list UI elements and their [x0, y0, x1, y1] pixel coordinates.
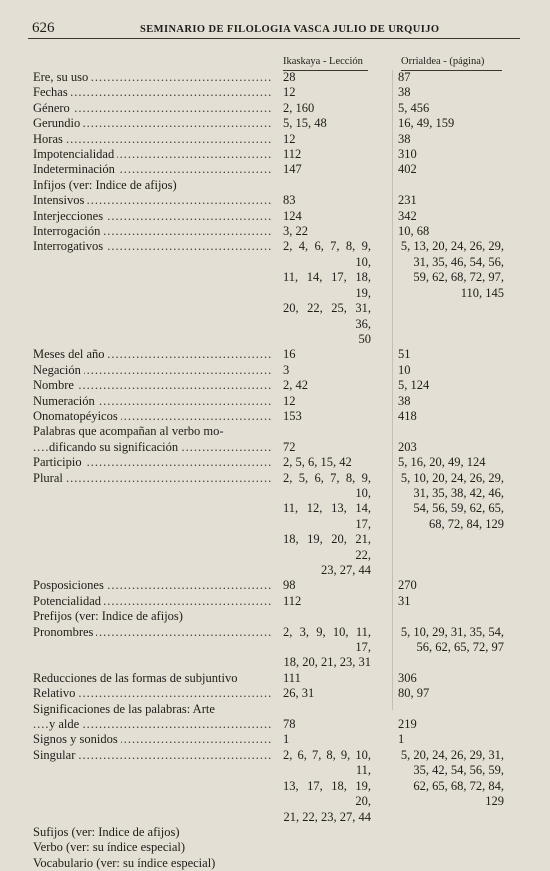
index-term-text: Relativo [33, 686, 78, 700]
index-term-text: Potencialidad [33, 594, 104, 608]
index-row [33, 85, 523, 100]
index-row [33, 840, 523, 855]
index-term [33, 85, 273, 100]
pagina-value: 418 [398, 408, 417, 423]
index-term-text: Significaciones de las palabras: Arte [33, 702, 218, 716]
index-term [33, 717, 273, 732]
index-term [33, 840, 273, 855]
leccion-value: 1 [283, 732, 290, 747]
index-term-text: Singular [33, 748, 78, 762]
leccion-value: 2, 5, 6, 7, 8, 9, 10, 11, 12, 13, 14, 17, 18, 19, 20, 21, 22, 23, 27, 44 [283, 470, 371, 577]
index-row [33, 702, 523, 717]
column-header-leccion: Ikaskaya - Lección [283, 56, 363, 67]
leccion-value: 72 [283, 439, 296, 454]
leccion-value: 12 [283, 85, 296, 100]
index-term [33, 209, 273, 224]
leccion-value [283, 856, 371, 871]
pagina-value [398, 856, 504, 871]
leccion-value: 16 [283, 347, 296, 362]
pagina-value: 38 [398, 131, 411, 146]
index-term [33, 609, 273, 624]
pagina-value: 5, 124 [398, 378, 430, 393]
pagina-value: 5, 10, 20, 24, 26, 29, 31, 35, 38, 42, 46, 54, 56, 59, 62, 65, 68, 72, 84, 129 [400, 470, 504, 531]
index-row [33, 609, 523, 624]
index-term-text: Impotencialidad [33, 147, 117, 161]
index-term [33, 239, 273, 347]
leccion-value: 112 [283, 147, 302, 162]
index-term-text: Verbo (ver: su índice especial) [33, 840, 188, 854]
pagina-value [398, 178, 504, 193]
index-term [33, 825, 273, 840]
index-term [33, 409, 273, 424]
index-term-text: Onomatopéyicos [33, 409, 121, 423]
index-term [33, 193, 273, 208]
leccion-value: 2, 6, 7, 8, 9, 10, 11, 13, 17, 18, 19, 20, 21, 22, 23, 27, 44 [283, 747, 371, 824]
pagina-value: 16, 49, 159 [398, 116, 455, 131]
index-row [33, 378, 523, 393]
index-term-text: Participio [33, 455, 85, 469]
index-term [33, 162, 273, 177]
index-row [33, 440, 523, 455]
index-term-text: Pronombres [33, 625, 96, 639]
index-term-text: Horas [33, 132, 66, 146]
leccion-value: 147 [283, 162, 302, 177]
index-term-text: Interjecciones [33, 209, 106, 223]
index-term-text: Interrogativos [33, 239, 106, 253]
index-row [33, 132, 523, 147]
pagina-value: 5, 20, 24, 26, 29, 31, 35, 42, 54, 56, 59, 62, 65, 68, 72, 84, 129 [400, 747, 504, 809]
pagina-value: 10 [398, 362, 411, 377]
index-row [33, 363, 523, 378]
index-term [33, 440, 273, 455]
leccion-value: 112 [283, 593, 302, 608]
pagina-value: 38 [398, 85, 411, 100]
index-row [33, 825, 523, 840]
page-number: 626 [32, 20, 55, 36]
index-row [33, 239, 523, 347]
leccion-value: 153 [283, 408, 302, 423]
index-row [33, 70, 523, 85]
index-row [33, 224, 523, 239]
index-term-text: Género [33, 101, 73, 115]
index-row [33, 424, 523, 439]
leccion-value [283, 609, 371, 624]
index-term-text: Nombre [33, 378, 77, 392]
index-term-text: Numeración [33, 394, 98, 408]
leccion-value: 5, 15, 48 [283, 116, 327, 131]
index-term-text: Gerundio [33, 116, 83, 130]
pagina-value: 31 [398, 593, 411, 608]
index-term-text: Signos y sonidos [33, 732, 121, 746]
pagina-value: 310 [398, 147, 417, 162]
pagina-value: 51 [398, 347, 411, 362]
leccion-value [283, 840, 371, 855]
pagina-value: 203 [398, 439, 417, 454]
index-term [33, 424, 273, 439]
leccion-value [283, 825, 371, 840]
pagina-value [398, 609, 504, 624]
index-term-text: Sufijos (ver: Indice de afijos) [33, 825, 182, 839]
pagina-value [398, 840, 504, 855]
index-row [33, 578, 523, 593]
leccion-value: 12 [283, 393, 296, 408]
index-term-text: Palabras que acompañan al verbo mo- [33, 424, 227, 438]
leccion-value [283, 702, 371, 717]
index-term [33, 116, 273, 131]
index-term-text: Interrogación [33, 224, 103, 238]
index-row [33, 686, 523, 701]
index-row [33, 147, 523, 162]
index-term-text: Fechas [33, 85, 71, 99]
index-term-text: Meses del año [33, 347, 108, 361]
index-term [33, 671, 273, 686]
index-term [33, 101, 273, 116]
index-row [33, 594, 523, 609]
index-term-text: Infijos (ver: Indice de afijos) [33, 178, 180, 192]
index-term-text: Posposiciones [33, 578, 107, 592]
index-term-text: y alde [49, 717, 82, 731]
index-row [33, 748, 523, 825]
index-row [33, 116, 523, 131]
index-term [33, 394, 273, 409]
leccion-value: 111 [283, 670, 301, 685]
leccion-value: 3, 22 [283, 224, 308, 239]
leccion-value: 78 [283, 717, 296, 732]
index-row [33, 671, 523, 686]
pagina-value: 5, 456 [398, 100, 430, 115]
index-term [33, 686, 273, 701]
leccion-value [283, 178, 371, 193]
index-table [33, 70, 523, 871]
pagina-value: 1 [398, 732, 405, 747]
pagina-value: 5, 16, 20, 49, 124 [398, 455, 486, 470]
leccion-value: 83 [283, 193, 296, 208]
index-term [33, 856, 273, 871]
index-row [33, 101, 523, 116]
index-row [33, 856, 523, 871]
leccion-value: 2, 3, 9, 10, 11, 17, 18, 20, 21, 23, 31 [283, 624, 371, 670]
leccion-value: 2, 160 [283, 100, 315, 115]
index-row [33, 625, 523, 671]
index-term [33, 625, 273, 671]
index-row [33, 178, 523, 193]
index-term [33, 347, 273, 362]
index-term [33, 224, 273, 239]
index-row [33, 193, 523, 208]
leccion-value: 3 [283, 362, 290, 377]
pagina-value [398, 702, 504, 717]
running-title: SEMINARIO DE FILOLOGIA VASCA JULIO DE URQUIJO [140, 24, 440, 35]
column-header-pagina: Orrialdea - (página) [401, 56, 485, 67]
index-term [33, 732, 273, 747]
index-term [33, 594, 273, 609]
index-term-text: Plural [33, 471, 66, 485]
index-term [33, 471, 273, 579]
index-term-text: Ere, su uso [33, 70, 91, 84]
leccion-value [283, 424, 371, 439]
leccion-value: 2, 4, 6, 7, 8, 9, 10, 11, 14, 17, 18, 19, 20, 22, 25, 31, 36, 50 [283, 239, 371, 346]
pagina-value: 402 [398, 162, 417, 177]
header-rule [28, 38, 520, 39]
index-row [33, 394, 523, 409]
index-term [33, 578, 273, 593]
index-row [33, 347, 523, 362]
index-term [33, 378, 273, 393]
pagina-value: 270 [398, 578, 417, 593]
index-term-text: Intensivos [33, 193, 87, 207]
leccion-value: 12 [283, 131, 296, 146]
index-row [33, 209, 523, 224]
index-term [33, 70, 273, 85]
pagina-value: 10, 68 [398, 224, 430, 239]
index-term [33, 363, 273, 378]
pagina-value: 306 [398, 670, 417, 685]
pagina-value [398, 424, 504, 439]
leccion-value: 28 [283, 70, 296, 84]
pagina-value: 219 [398, 717, 417, 732]
pagina-value [398, 825, 504, 840]
index-row [33, 471, 523, 579]
pagina-value: 38 [398, 393, 411, 408]
index-row [33, 732, 523, 747]
index-term-text: Indeterminación [33, 162, 118, 176]
index-term [33, 748, 273, 825]
leccion-value: 124 [283, 208, 302, 223]
index-term-text: Prefijos (ver: Indice de afijos) [33, 609, 186, 623]
index-row [33, 409, 523, 424]
index-term-text: Reducciones de las formas de subjuntivo [33, 671, 240, 685]
index-term-text: Vocabulario (ver: su índice especial) [33, 856, 218, 870]
leccion-value: 98 [283, 578, 296, 593]
leccion-value: 26, 31 [283, 686, 315, 701]
pagina-value: 231 [398, 193, 417, 208]
pagina-value: 5, 10, 29, 31, 35, 54, 56, 62, 65, 72, 97 [400, 624, 504, 655]
pagina-value: 87 [398, 70, 411, 84]
index-term [33, 702, 273, 717]
pagina-value: 5, 13, 20, 24, 26, 29, 31, 35, 46, 54, 56, 59, 62, 68, 72, 97, 110, 145 [400, 239, 504, 300]
index-row [33, 455, 523, 470]
index-term [33, 455, 273, 470]
index-row [33, 717, 523, 732]
index-row [33, 162, 523, 177]
index-term-text: dificando su significación [49, 440, 181, 454]
pagina-value: 342 [398, 208, 417, 223]
index-term [33, 178, 273, 193]
index-term-text: Negación [33, 363, 84, 377]
leccion-value: 2, 42 [283, 378, 308, 393]
index-term [33, 132, 273, 147]
leccion-value: 2, 5, 6, 15, 42 [283, 455, 352, 470]
index-term [33, 147, 273, 162]
pagina-value: 80, 97 [398, 686, 430, 701]
